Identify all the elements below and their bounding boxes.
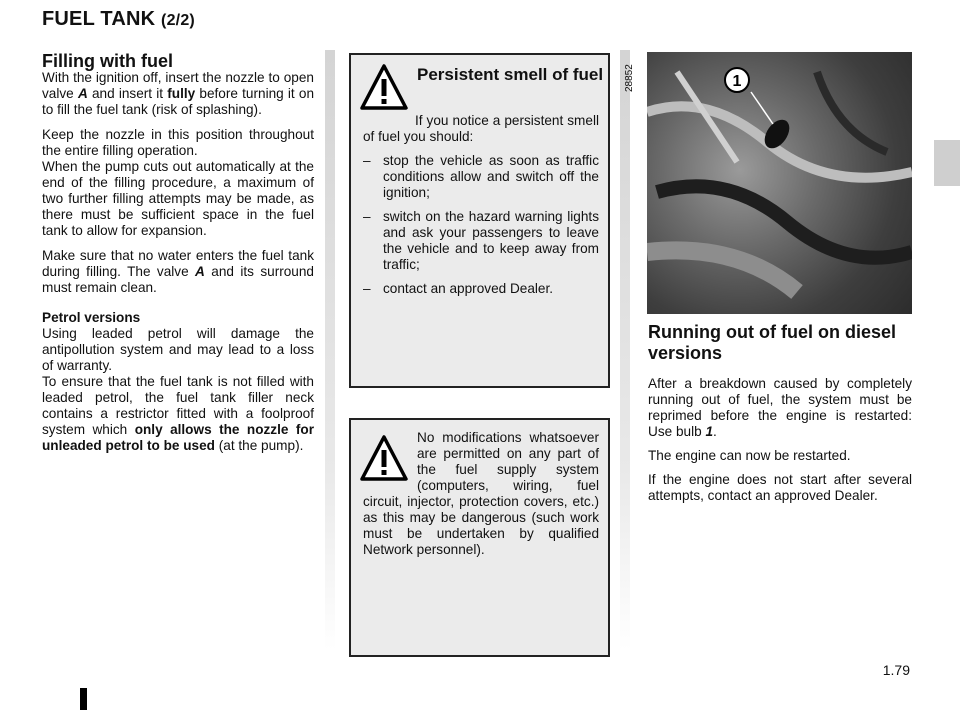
paragraph-insert-nozzle (42, 70, 314, 118)
text: (at the pump). (214, 438, 304, 453)
text: switch on the hazard warning lights and ask your passengers to leave the vehicle and to keep away from traffic; (383, 209, 599, 272)
text: Make sure that no water enters the fuel tank during filling. The valve (42, 248, 314, 279)
page-title (42, 8, 195, 31)
bulb-label: 1 (705, 424, 713, 439)
dash: – (363, 281, 371, 296)
text: before turning it on to fill the fuel tank (risk of splashing). (42, 86, 315, 117)
text: To ensure that the fuel tank is not filled with leaded petrol, the fuel tank filler neck contains a restrictor fitted with a foolproof system which (42, 374, 314, 437)
dash: – (363, 153, 371, 168)
warning-box-modifications (349, 418, 610, 657)
left-column (42, 52, 314, 463)
list-item (363, 281, 599, 297)
column-divider-right (620, 50, 630, 650)
paragraph-leaded-petrol: Using leaded petrol will damage the antipollution system and may lead to a loss of warranty. (42, 326, 314, 373)
page-title-part: (2/2) (161, 12, 195, 29)
list-item (363, 153, 599, 201)
engine-illustration (647, 52, 912, 314)
corner-mark (80, 688, 87, 710)
paragraph-no-water (42, 248, 314, 296)
warning-intro (351, 113, 608, 145)
subheading-petrol: Petrol versions (42, 310, 141, 325)
paragraph-restart: The engine can now be restarted. (648, 448, 851, 463)
text: and insert it (87, 86, 168, 101)
warning-title: Persistent smell of fuel (417, 65, 604, 84)
text: After a breakdown caused by completely running out of fuel, the system must be reprimed before the engine is restarted: Use bulb (648, 376, 912, 439)
paragraph-pump-cuts-out: When the pump cuts out automatically at the end of the filling procedure, a maximum of two further filling attempts may be made, as there must be sufficient space in the fuel tank to allow for expansion. (42, 159, 314, 238)
text: With the ignition off, insert the nozzle to open valve (42, 70, 314, 101)
warning-text: No modifications whatsoever are permitted on any part of the fuel supply system (computers, wiring, fuel circuit, injector, protection covers, etc.) as this may be dangerous (such work must be undertaken by qualified Network personnel). (363, 430, 599, 557)
text: and its surround must remain clean. (42, 264, 314, 295)
photo-reference: 28852 (624, 64, 635, 92)
section-tab (934, 140, 960, 186)
page-title-text: FUEL TANK (42, 8, 156, 30)
text: stop the vehicle as soon as traffic conditions allow and switch off the ignition; (383, 153, 599, 200)
text: contact an approved Dealer. (383, 281, 554, 296)
callout-number: 1 (732, 73, 742, 90)
paragraph-contact-dealer: If the engine does not start after several attempts, contact an approved Dealer. (648, 472, 912, 503)
valve-label: A (195, 264, 205, 279)
right-column (648, 322, 912, 512)
dash: – (363, 209, 371, 224)
text: . (713, 424, 717, 439)
emphasis: only allows the nozzle for unleaded petrol to be used (42, 422, 314, 453)
engine-bay-photo (647, 52, 912, 314)
emphasis: fully (167, 86, 196, 101)
warning-list (351, 153, 608, 297)
column-divider-left (325, 50, 335, 650)
section-heading-diesel: Running out of fuel on diesel versions (648, 322, 896, 363)
warning-box-fuel-smell (349, 53, 610, 388)
list-item (363, 209, 599, 273)
text: If you notice a persistent smell of fuel you should: (363, 113, 599, 144)
valve-label: A (77, 86, 88, 101)
paragraph-keep-nozzle: Keep the nozzle in this position throughout the entire filling operation. (42, 127, 314, 158)
paragraph-restrictor (42, 374, 314, 454)
section-heading-filling: Filling with fuel (42, 51, 173, 71)
warning-triangle-icon (359, 63, 409, 111)
paragraph-reprime (648, 376, 912, 440)
page-number: 1.79 (882, 662, 910, 678)
warning-triangle-icon (359, 434, 409, 482)
